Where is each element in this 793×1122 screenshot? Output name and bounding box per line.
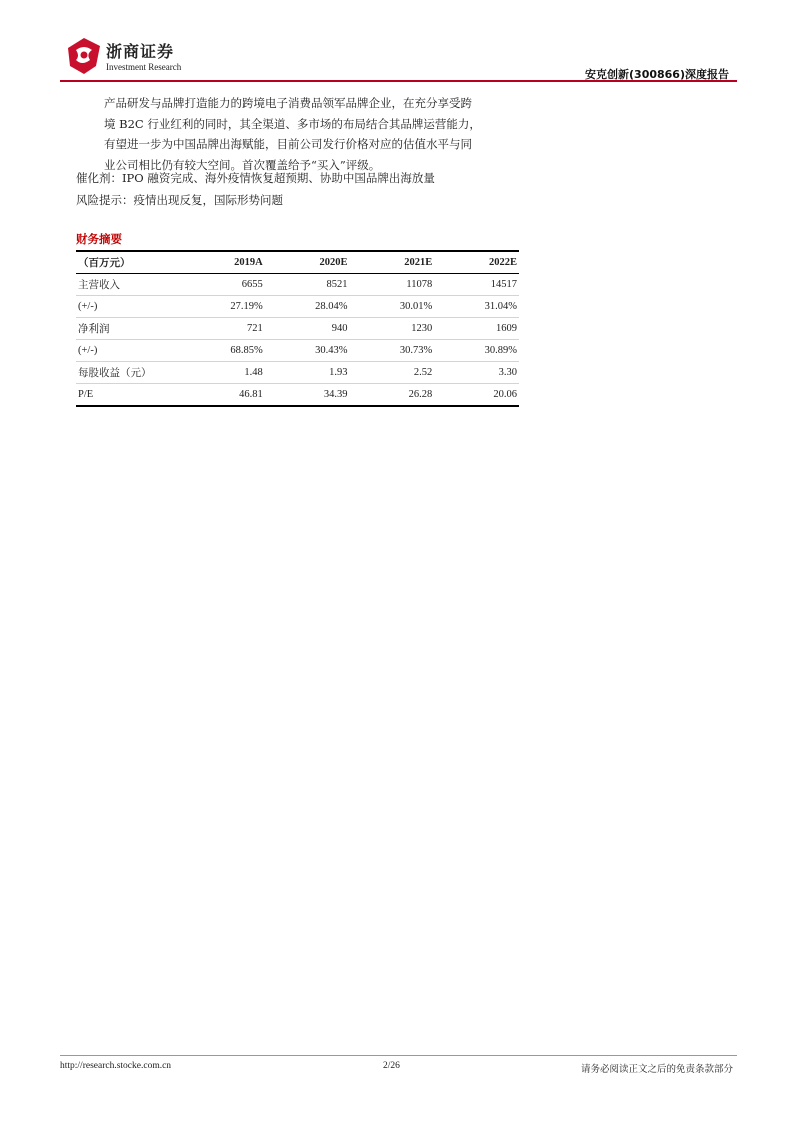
company-logo-icon — [64, 36, 104, 76]
table-cell: 11078 — [350, 274, 435, 296]
table-cell: 68.85% — [180, 340, 265, 362]
header-divider — [60, 80, 737, 82]
table-row — [76, 340, 519, 362]
risk-line: 风险提示：疫情出现反复，国际形势问题 — [76, 193, 283, 207]
footer-disclaimer: 请务必阅读正文之后的免责条款部分 — [580, 1064, 733, 1075]
row-label: (+/-) — [76, 340, 180, 362]
table-row — [76, 384, 519, 407]
table-header-cell: 2019A — [180, 251, 265, 274]
table-header-cell: 2021E — [350, 251, 435, 274]
paragraph-line: 产品研发与品牌打造能力的跨境电子消费品领军品牌企业，在充分享受跨 — [104, 96, 472, 110]
table-cell: 6655 — [180, 274, 265, 296]
financial-summary-table — [76, 250, 519, 407]
table-cell: 31.04% — [434, 296, 519, 318]
table-header-row — [76, 251, 519, 274]
table-header-cell: （百万元） — [76, 251, 180, 274]
table-cell: 46.81 — [180, 384, 265, 407]
table-cell: 1.93 — [265, 362, 350, 384]
brand-name-cn: 浙商证券 — [106, 42, 175, 61]
table-row — [76, 362, 519, 384]
table-cell: 940 — [265, 318, 350, 340]
brand-name-en: Investment Research — [106, 62, 182, 72]
table-cell: 1230 — [350, 318, 435, 340]
catalyst-line: 催化剂：IPO 融资完成、海外疫情恢复超预期、协助中国品牌出海放量 — [76, 171, 435, 185]
row-label: 净利润 — [76, 318, 180, 340]
row-label: 主营收入 — [76, 274, 180, 296]
report-title: 安克创新(300866)深度报告 — [585, 68, 729, 81]
table-cell: 8521 — [265, 274, 350, 296]
table-cell: 14517 — [434, 274, 519, 296]
row-label: P/E — [76, 384, 180, 407]
table-cell: 26.28 — [350, 384, 435, 407]
table-cell: 30.73% — [350, 340, 435, 362]
footer-divider — [60, 1055, 737, 1056]
table-cell: 20.06 — [434, 384, 519, 407]
table-cell: 2.52 — [350, 362, 435, 384]
table-cell: 3.30 — [434, 362, 519, 384]
paragraph-line: 业公司相比仍有较大空间。首次覆盖给予“买入”评级。 — [104, 157, 381, 172]
table-header-cell: 2022E — [434, 251, 519, 274]
table-cell: 34.39 — [265, 384, 350, 407]
table-cell: 1.48 — [180, 362, 265, 384]
table-row — [76, 296, 519, 318]
summary-paragraph — [104, 93, 530, 175]
footer-url-link[interactable]: http://research.stocke.com.cn — [60, 1061, 172, 1071]
table-cell: 30.43% — [265, 340, 350, 362]
table-cell: 28.04% — [265, 296, 350, 318]
table-cell: 30.89% — [434, 340, 519, 362]
table-row — [76, 318, 519, 340]
paragraph-line: 有望进一步为中国品牌出海赋能，目前公司发行价格对应的估值水平与同 — [104, 137, 472, 151]
table-header-cell: 2020E — [265, 251, 350, 274]
row-label: (+/-) — [76, 296, 180, 318]
table-cell: 30.01% — [350, 296, 435, 318]
financial-summary-title: 财务摘要 — [76, 232, 122, 246]
page-number: 2/26 — [383, 1061, 400, 1071]
table-cell: 27.19% — [180, 296, 265, 318]
table-cell: 721 — [180, 318, 265, 340]
paragraph-line: 境 B2C 行业红利的同时，其全渠道、多市场的布局结合其品牌运营能力， — [104, 116, 481, 131]
table-row — [76, 274, 519, 296]
table-cell: 1609 — [434, 318, 519, 340]
page-header — [60, 36, 737, 82]
row-label: 每股收益（元） — [76, 362, 180, 384]
